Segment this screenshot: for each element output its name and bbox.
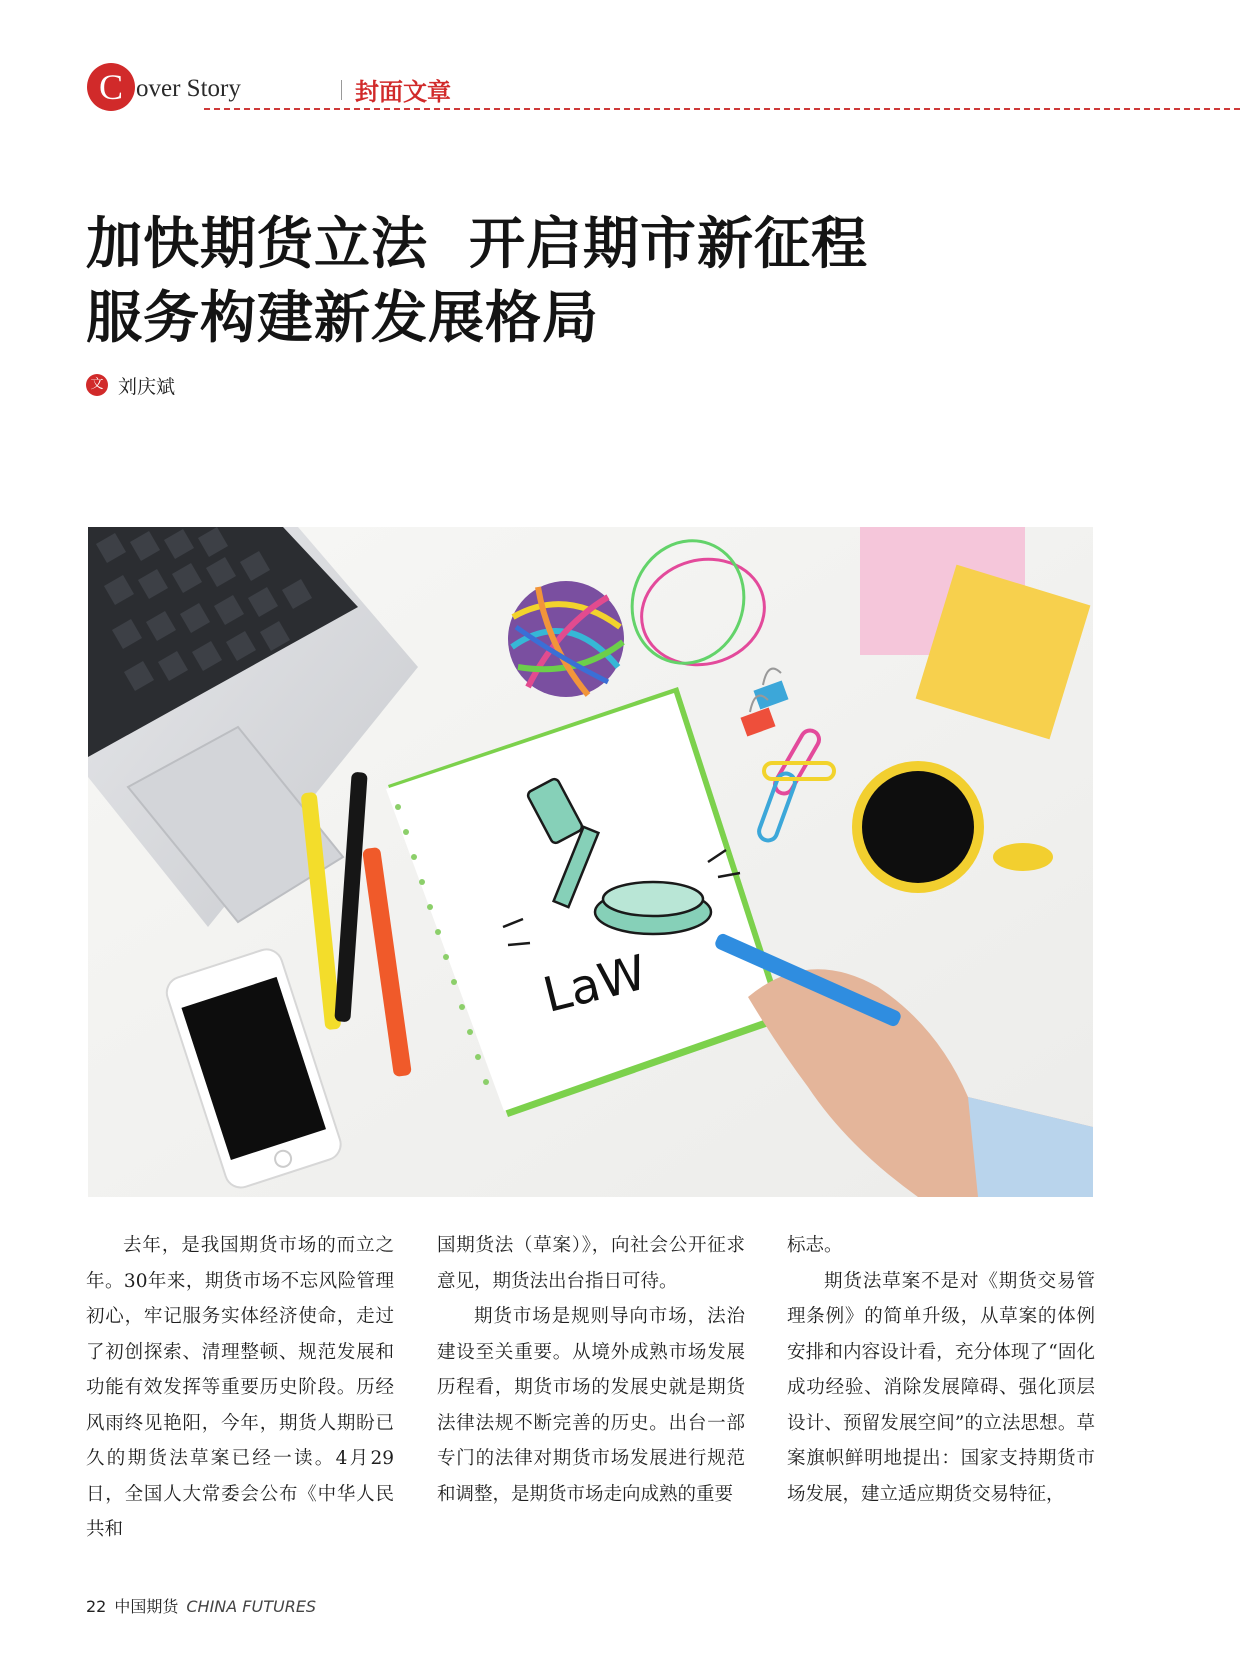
magazine-name-cn: 中国期货 [114, 1597, 179, 1616]
header-divider [341, 80, 342, 100]
paragraph: 期货市场是规则导向市场，法治建设至关重要。从境外成熟市场发展历程看，期货市场的发展史就是期货法律法规不断完善的历史。出台一部专门的法律对期货市场发展进行规范和调整，是期货市场走向成熟的重要 [437, 1306, 745, 1505]
title-line-1: 加快期货立法 开启期市新征程 [86, 212, 868, 277]
body-column-3 [787, 1228, 1095, 1512]
rubber-band-ball-icon [508, 581, 624, 697]
cover-photo [88, 527, 1093, 1197]
paragraph: 国期货法（草案）》，向社会公开征求意见，期货法出台指日可待。 [437, 1235, 745, 1292]
body-column-2 [437, 1228, 745, 1512]
section-title-cn: 封面文章 [355, 78, 451, 106]
cover-story-logo [86, 62, 136, 112]
paragraph: 去年，是我国期货市场的而立之年。30年来，期货市场不忘风险管理初心，牢记服务实体经济使命，走过了初创探索、清理整顿、规范发展和功能有效发挥等重要历史阶段。历经风雨终见艳阳，今年，期货人期盼已久的期货法草案已经一读。4月29日，全国人大常委会公布《中华人民共和 [86, 1235, 394, 1540]
title-line-2: 服务构建新发展格局 [86, 286, 599, 351]
magazine-name-en: CHINA FUTURES [186, 1597, 317, 1616]
desk-illustration [88, 527, 1093, 1197]
paragraph: 标志。 [787, 1235, 843, 1256]
byline-icon: 文 [86, 374, 108, 396]
body-column-1 [86, 1228, 394, 1548]
section-header [86, 60, 1240, 116]
header-dashed-rule [204, 108, 1240, 110]
page-footer [86, 1594, 316, 1617]
notebook-law-text: LaW [537, 944, 653, 1024]
author-name: 刘庆斌 [118, 376, 176, 398]
logo-letter: C [98, 67, 124, 107]
section-title-en: over Story [136, 75, 241, 102]
article-title [86, 208, 868, 356]
page-number: 22 [86, 1597, 107, 1616]
paragraph: 期货法草案不是对《期货交易管理条例》的简单升级，从草案的体例安排和内容设计看，充分体现了“固化成功经验、消除发展障碍、强化顶层设计、预留发展空间”的立法思想。草案旗帜鲜明地提出：国家支持期货市场发展，建立适应期货交易特征， [787, 1270, 1095, 1505]
